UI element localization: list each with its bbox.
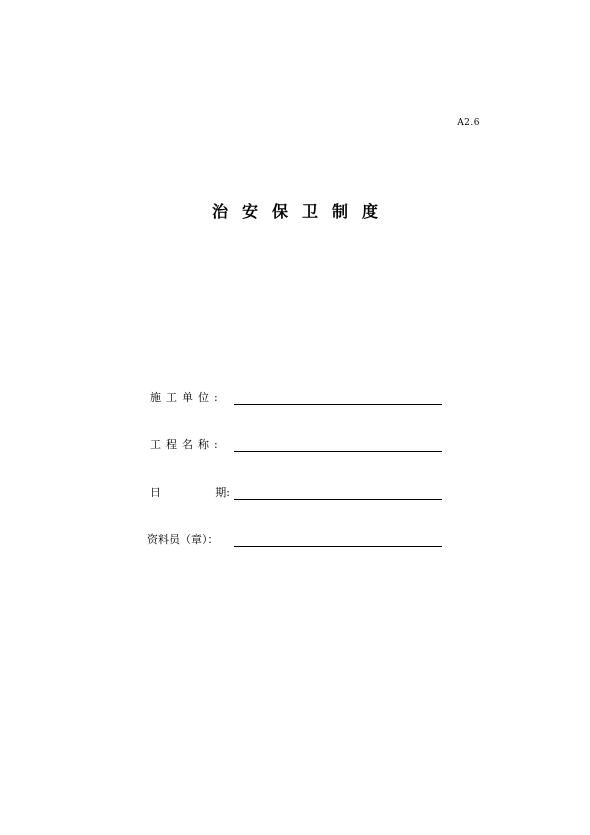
field-line-construction-unit	[234, 404, 442, 405]
field-label-construction-unit: 施工单位:	[150, 391, 223, 404]
field-label-date-first: 日	[150, 486, 161, 499]
document-code: A2.6	[457, 118, 480, 128]
field-date	[150, 480, 442, 500]
field-line-date	[234, 499, 442, 500]
field-records-clerk	[147, 527, 442, 547]
field-line-project-name	[234, 451, 442, 452]
field-construction-unit	[150, 385, 442, 405]
field-label-project-name: 工程名称:	[150, 438, 223, 451]
field-label-date	[150, 486, 230, 500]
document-title: 治安保卫制度	[211, 202, 392, 221]
field-project-name	[150, 432, 442, 452]
field-label-date-last: 期:	[215, 486, 230, 499]
field-line-records-clerk	[234, 546, 442, 547]
field-label-records-clerk: 资料员（章）：	[147, 533, 219, 546]
